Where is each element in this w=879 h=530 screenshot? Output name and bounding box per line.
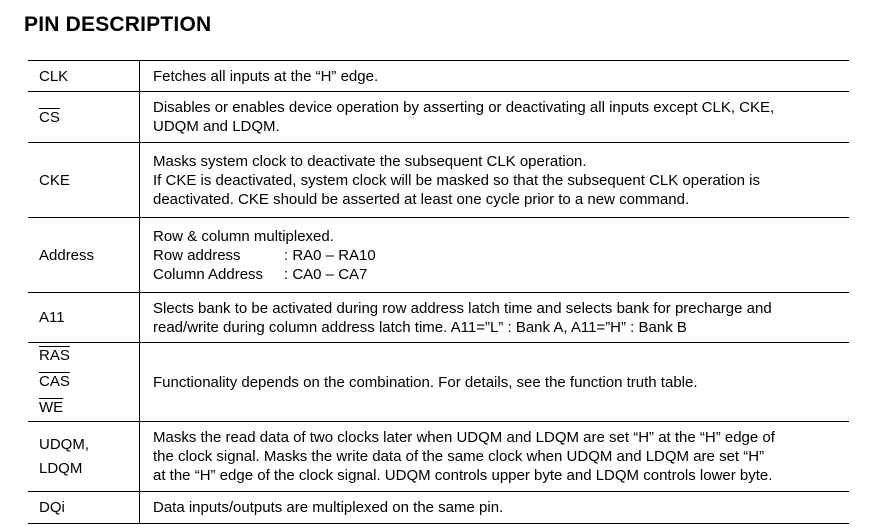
pin-name-overbar: $\overline{RAS}$ xyxy=(39,347,70,364)
table-row xyxy=(28,218,849,293)
pin-name-overbar: $\overline{CAS}$ xyxy=(39,373,70,390)
description-line: If CKE is deactivated, system clock will be masked so that the subsequent CLK operation is xyxy=(153,171,760,189)
table-row xyxy=(28,492,849,524)
pin-name: A11 xyxy=(28,293,140,343)
description-line: Row & column multiplexed. xyxy=(153,227,334,245)
row-address-line xyxy=(153,246,841,265)
description-line: deactivated. CKE should be asserted at least one cycle prior to a new command. xyxy=(153,190,690,208)
description-line: Slects bank to be activated during row address latch time and selects bank for precharge and xyxy=(153,299,772,317)
pin-name: CLK xyxy=(28,61,140,92)
table-row xyxy=(28,293,849,343)
pin-name xyxy=(28,343,140,422)
column-address-value: : CA0 – CA7 xyxy=(284,265,368,283)
pin-name: CKE xyxy=(28,143,140,218)
description-line: Masks the read data of two clocks later when UDQM and LDQM are set “H” at the “H” edge of xyxy=(153,429,775,446)
pin-description xyxy=(140,92,850,143)
table-row xyxy=(28,143,849,218)
pin-description-table xyxy=(28,60,849,524)
row-address-value: : RA0 – RA10 xyxy=(284,246,376,264)
pin-name-line: UDQM, xyxy=(39,435,89,453)
column-address-label: Column Address xyxy=(153,265,264,283)
pin-name-overbar: $\overline{CS}$ xyxy=(39,108,60,126)
table-row xyxy=(28,343,849,422)
pin-description xyxy=(140,218,850,293)
pin-description xyxy=(140,143,850,218)
description-line: Functionality depends on the combination. For details, see the function truth table. xyxy=(153,373,698,391)
table-row xyxy=(28,92,849,143)
description-line: Masks system clock to deactivate the subsequent CLK operation. xyxy=(153,152,587,170)
pin-description xyxy=(140,422,850,492)
description-line: the clock signal. Masks the write data of the same clock when UDQM and LDQM are set “H” xyxy=(153,448,765,465)
pin-name-line: LDQM xyxy=(39,459,83,477)
page-title: PIN DESCRIPTION xyxy=(24,13,212,36)
table-row xyxy=(28,61,849,92)
description-line: Disables or enables device operation by asserting or deactivating all inputs except CLK, CKE, xyxy=(153,99,775,116)
pin-description xyxy=(140,492,850,524)
pin-name xyxy=(28,92,140,143)
pin-description xyxy=(140,343,850,422)
pin-name xyxy=(28,422,140,492)
pin-description xyxy=(140,61,850,92)
pin-description xyxy=(140,293,850,343)
pin-name-overbar: $\overline{WE}$ xyxy=(39,399,64,416)
description-line: Fetches all inputs at the “H” edge. xyxy=(153,67,379,85)
row-address-label: Row address xyxy=(153,246,241,264)
column-address-line xyxy=(153,265,841,284)
pin-name: Address xyxy=(28,218,140,293)
description-line: at the “H” edge of the clock signal. UDQM controls upper byte and LDQM controls lower byte. xyxy=(153,467,773,484)
table-row xyxy=(28,422,849,492)
pin-name: DQi xyxy=(28,492,140,524)
description-line: Data inputs/outputs are multiplexed on the same pin. xyxy=(153,499,504,516)
description-line: UDQM and LDQM. xyxy=(153,118,280,135)
description-line: read/write during column address latch time. A11=”L” : Bank A, A11=”H” : Bank B xyxy=(153,318,687,336)
